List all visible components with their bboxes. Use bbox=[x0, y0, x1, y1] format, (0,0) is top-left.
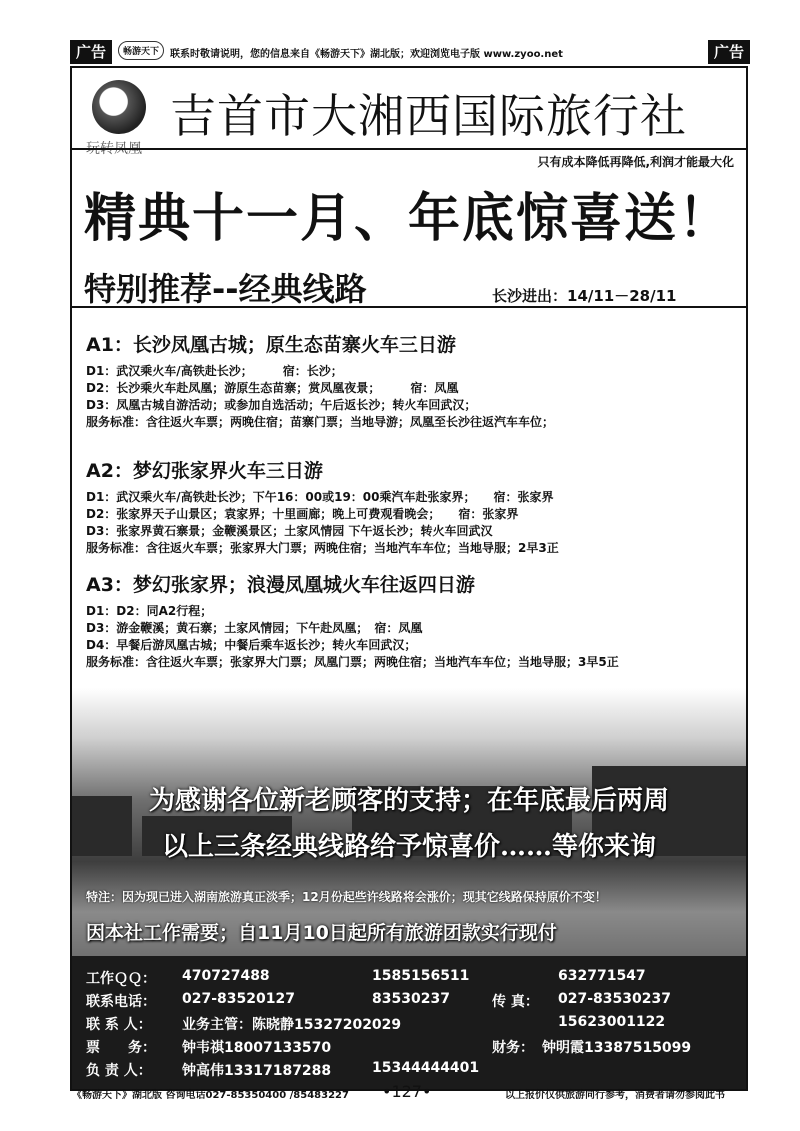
route-line: 服务标准：含往返火车票；张家界大门票；两晚住宿；当地汽车车位；当地导服；2早3正 bbox=[86, 541, 559, 555]
route-line: D2：长沙乘火车赴凤凰；游原生态苗寨；赏凤凰夜景； 宿：凤凰 bbox=[86, 381, 459, 395]
route-title: A2：梦幻张家界火车三日游 bbox=[86, 460, 323, 482]
page-number: •127• bbox=[382, 1082, 432, 1101]
person-value: 业务主管：陈晓静15327202029 bbox=[182, 1017, 402, 1033]
thanks-line-2: 以上三条经典线路给予惊喜价……等你来询 bbox=[161, 832, 656, 862]
route-a1 bbox=[86, 330, 736, 431]
ad-frame bbox=[70, 66, 748, 1091]
person-label: 联 系 人： bbox=[86, 1017, 152, 1033]
agency-name: 吉首市大湘西国际旅行社 bbox=[170, 89, 687, 143]
route-line: D3：凤凰古城自游活动；或参加自选活动；午后返长沙；转火车回武汉； bbox=[86, 398, 477, 412]
route-title: A3：梦幻张家界；浪漫凤凰城火车往返四日游 bbox=[86, 574, 475, 596]
route-line: D2：张家界天子山景区；袁家界；十里画廊；晚上可费观看晚会； 宿：张家界 bbox=[86, 507, 519, 521]
logo-text: 玩转凤凰 bbox=[86, 141, 142, 157]
head-label: 负 责 人： bbox=[86, 1063, 152, 1079]
route-line: 服务标准：含往返火车票；两晚住宿；苗寨门票；当地导游；凤凰至长沙往返汽车车位； bbox=[86, 415, 555, 429]
sub-date: 长沙进出：14/11－28/11 bbox=[492, 287, 677, 305]
route-line: D3：游金鞭溪；黄石寨；土家风情园；下午赴凤凰； 宿：凤凰 bbox=[86, 621, 423, 635]
ticket-value: 钟韦祺18007133570 bbox=[182, 1040, 332, 1056]
route-line: D3：张家界黄石寨景；金鞭溪景区；土家风情园 下午返长沙；转火车回武汉 bbox=[86, 524, 493, 538]
magazine-logo: 畅游天下 bbox=[118, 41, 164, 60]
finance-value: 钟明霞13387515099 bbox=[542, 1040, 692, 1056]
qq-label: 工作ＱＱ： bbox=[86, 971, 156, 987]
qq-number: 1585156511 bbox=[372, 968, 470, 984]
cash-notice: 因本社工作需要；自11月10日起所有旅游团款实行现付 bbox=[86, 922, 557, 944]
route-line: 服务标准：含往返火车票；张家界大门票；凤凰门票；两晚住宿；当地汽车车位；当地导服；3早5正 bbox=[86, 655, 619, 669]
sub-title: 特别推荐--经典线路 bbox=[84, 270, 367, 308]
footer-left: 《畅游天下》湖北版 咨询电话027-85350400 /85483227 bbox=[72, 1090, 349, 1101]
qq-number: 470727488 bbox=[182, 968, 270, 984]
special-note: 特注：因为现已进入湖南旅游真正淡季；12月份起些许线路将会涨价；现其它线路保持原价不变！ bbox=[86, 890, 607, 904]
footer-right: 以上报价仅供旅游同行参考，消费者请勿参阅此书 bbox=[505, 1090, 725, 1101]
slogan: 只有成本降低再降低,利润才能最大化 bbox=[537, 155, 734, 169]
head-value: 钟高伟13317187288 bbox=[182, 1063, 332, 1079]
ad-tag-right: 广告 bbox=[708, 40, 750, 64]
phone-number: 83530237 bbox=[372, 991, 450, 1007]
route-line: D4：早餐后游凤凰古城；中餐后乘车返长沙；转火车回武汉； bbox=[86, 638, 417, 652]
thanks-line-1: 为感谢各位新老顾客的支持；在年底最后两周 bbox=[148, 786, 669, 816]
route-line: D1：武汉乘火车/高铁赴长沙；下午16：00或19：00乘汽车赴张家界； 宿：张家界 bbox=[86, 490, 554, 504]
fax-label: 传 真： bbox=[492, 994, 539, 1010]
finance-label: 财务： bbox=[492, 1040, 534, 1056]
divider bbox=[72, 306, 746, 308]
phone-label: 联系电话： bbox=[86, 994, 156, 1010]
header-note: 联系时敬请说明，您的信息来自《畅游天下》湖北版；欢迎浏览电子版 www.zyoo.net bbox=[170, 49, 563, 60]
phoenix-logo-icon bbox=[92, 80, 146, 134]
person-extra: 15623001122 bbox=[558, 1014, 666, 1030]
headline: 精典十一月、年底惊喜送！ bbox=[84, 188, 733, 249]
ticket-label: 票 务： bbox=[86, 1040, 156, 1056]
route-line: D1：D2：同A2行程； bbox=[86, 604, 213, 618]
qq-number: 632771547 bbox=[558, 968, 646, 984]
top-header bbox=[70, 40, 750, 64]
route-line: D1：武汉乘火车/高铁赴长沙； 宿：长沙； bbox=[86, 364, 343, 378]
fax-number: 027-83530237 bbox=[558, 991, 671, 1007]
head-extra: 15344444401 bbox=[372, 1060, 480, 1076]
route-a2 bbox=[86, 456, 736, 557]
ad-tag-left: 广告 bbox=[70, 40, 112, 64]
route-title: A1：长沙凤凰古城；原生态苗寨火车三日游 bbox=[86, 334, 456, 356]
route-a3 bbox=[86, 570, 736, 671]
divider bbox=[72, 148, 746, 150]
contact-panel bbox=[72, 956, 746, 1089]
phone-number: 027-83520127 bbox=[182, 991, 295, 1007]
